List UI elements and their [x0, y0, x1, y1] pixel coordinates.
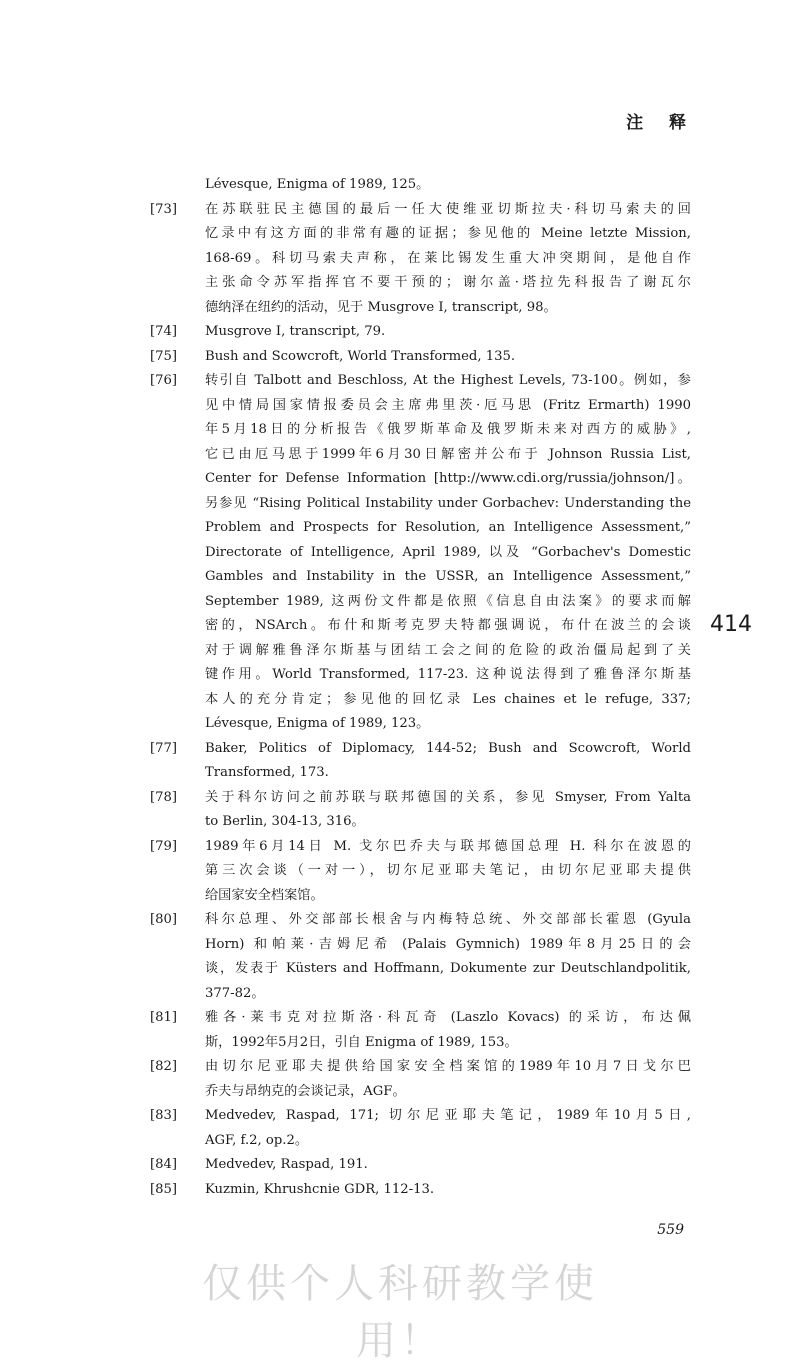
- note-line: Directorate of Intelligence, April 1989, 以及 “Gorbachev's Domestic: [205, 544, 691, 560]
- note-line: 忆录中有这方面的非常有趣的证据；参见他的 Meine letzte Mission,: [205, 226, 691, 241]
- note-line: Problem and Prospects for Resolution, an Intelligence Assessment,”: [205, 520, 691, 535]
- note-line: Transformed, 173.: [205, 765, 329, 780]
- note-number: [79]: [150, 838, 178, 854]
- note-line: AGF, f.2, op.2。: [205, 1132, 309, 1148]
- note-line: 键作用。World Transformed, 117-23. 这种说法得到了雅鲁泽尔斯基: [205, 667, 691, 682]
- page-number: 559: [657, 1222, 684, 1238]
- note-line: Medvedev, Raspad, 171; 切尔尼亚耶夫笔记，1989年10月5日,: [205, 1108, 691, 1123]
- note-line: Bush and Scowcroft, World Transformed, 135.: [205, 348, 516, 364]
- note-line: Center for Defense Information [http://www.cdi.org/russia/johnson/]。: [205, 471, 691, 486]
- note-number: [80]: [150, 912, 178, 927]
- note-number: [74]: [150, 324, 178, 339]
- note-line: 给国家安全档案馆。: [205, 887, 324, 903]
- note-line: 1989年6月14日 M. 戈尔巴乔夫与联邦德国总理 H. 科尔在波恩的: [205, 838, 691, 854]
- note-number: [85]: [150, 1181, 178, 1197]
- note-line: 斯，1992年5月2日，引自 Enigma of 1989, 153。: [205, 1034, 518, 1050]
- note-line: 转引自 Talbott and Beschloss, At the Highest Levels, 73-100。例如，参: [205, 373, 691, 388]
- note-line: 在苏联驻民主德国的最后一任大使维亚切斯拉夫·科切马索夫的回: [205, 201, 691, 217]
- note-number: [76]: [150, 373, 178, 388]
- note-line: 另参见 “Rising Political Instability under Gorbachev: Understanding the: [205, 495, 691, 511]
- note-number: [83]: [150, 1108, 178, 1123]
- note-number: [82]: [150, 1059, 178, 1074]
- note-line: Kuzmin, Khrushcnie GDR, 112-13.: [205, 1181, 435, 1197]
- note-line: to Berlin, 304-13, 316。: [205, 814, 365, 829]
- margin-page-number: 414: [710, 612, 752, 637]
- note-line: 谈，发表于 Küsters and Hoffmann, Dokumente zur Deutschlandpolitik,: [205, 961, 691, 976]
- note-number: [73]: [150, 201, 178, 217]
- note-number: [78]: [150, 789, 178, 805]
- note-line: 168-69。科切马索夫声称，在莱比锡发生重大冲突期间，是他自作: [205, 250, 691, 266]
- note-line: 主张命令苏军指挥官不要干预的；谢尔盖·塔拉先科报告了谢瓦尔: [205, 275, 691, 290]
- note-number: [81]: [150, 1010, 178, 1025]
- note-line: 雅各·莱韦克对拉斯洛·科瓦奇 (Laszlo Kovacs) 的采访，布达佩: [205, 1010, 691, 1025]
- note-line: 德纳泽在纽约的活动，见于 Musgrove I, transcript, 98。: [205, 299, 557, 315]
- note-line: 年5月18日的分析报告《俄罗斯革命及俄罗斯未来对西方的威胁》,: [205, 422, 691, 437]
- note-line: Lévesque, Enigma of 1989, 125。: [205, 177, 430, 192]
- note-number: [84]: [150, 1157, 178, 1172]
- note-line: 第三次会谈（一对一），切尔尼亚耶夫笔记，由切尔尼亚耶夫提供: [205, 863, 691, 878]
- note-line: 关于科尔访问之前苏联与联邦德国的关系，参见 Smyser, From Yalta: [205, 789, 691, 805]
- note-line: 由切尔尼亚耶夫提供给国家安全档案馆的1989年10月7日戈尔巴: [205, 1059, 691, 1074]
- note-line: Lévesque, Enigma of 1989, 123。: [205, 716, 430, 731]
- note-line: 对于调解雅鲁泽尔斯基与团结工会之间的危险的政治僵局起到了关: [205, 642, 691, 658]
- watermark: 仅供个人科研教学使用！: [202, 1261, 598, 1364]
- section-header: 注 释: [626, 113, 696, 133]
- note-line: 它已由厄马思于1999年6月30日解密并公布于 Johnson Russia List,: [205, 446, 691, 462]
- note-number: [77]: [150, 740, 178, 756]
- note-line: September 1989, 这两份文件都是依照《信息自由法案》的要求而解: [205, 593, 691, 609]
- note-line: 见中情局国家情报委员会主席弗里茨·厄马思 (Fritz Ermarth) 1990: [205, 397, 691, 413]
- note-line: Musgrove I, transcript, 79.: [205, 324, 386, 339]
- note-line: 乔夫与昂纳克的会谈记录，AGF。: [205, 1083, 406, 1099]
- note-line: 科尔总理、外交部部长根舍与内梅特总统、外交部部长霍恩 (Gyula: [205, 912, 691, 927]
- note-line: 本人的充分肯定；参见他的回忆录 Les chaines et le refuge, 337;: [205, 691, 691, 707]
- note-number: [75]: [150, 348, 178, 364]
- note-line: 密的，NSArch。布什和斯考克罗夫特都强调说，布什在波兰的会谈: [205, 618, 691, 633]
- note-line: Medvedev, Raspad, 191.: [205, 1157, 368, 1172]
- note-line: Baker, Politics of Diplomacy, 144-52; Bush and Scowcroft, World: [205, 740, 691, 756]
- note-line: Gambles and Instability in the USSR, an Intelligence Assessment,”: [205, 569, 691, 584]
- note-line: Horn) 和帕莱·吉姆尼希 (Palais Gymnich) 1989年8月25日的会: [205, 936, 691, 952]
- note-line: 377-82。: [205, 985, 265, 1001]
